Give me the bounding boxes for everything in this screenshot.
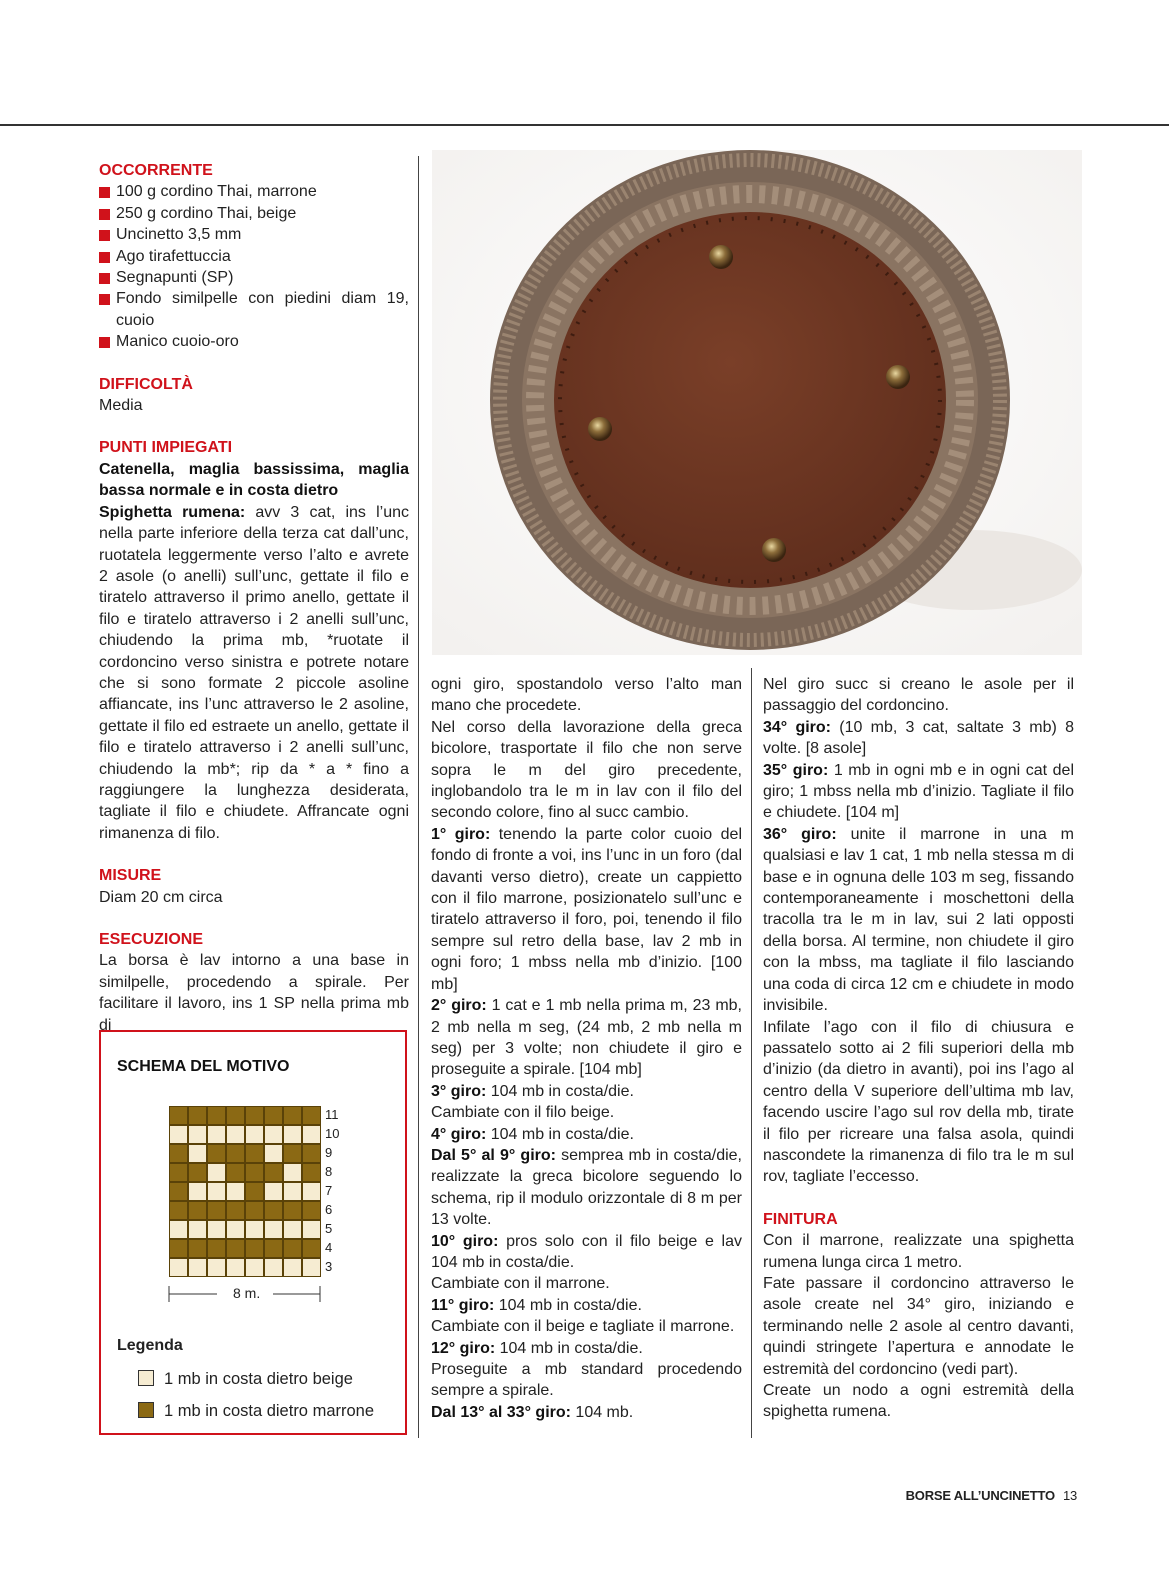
grid-cell	[169, 1106, 188, 1125]
grid-cell	[264, 1258, 283, 1277]
grid-cell	[245, 1144, 264, 1163]
finitura-paragraph: Fate passare il cordoncino attraverso le asole create nel 34° giro, iniziando e terminando nelle 2 asole al centro davanti, quindi stringete l’apertura e annodate le estremità del cordoncino (vedi part).	[763, 1274, 1074, 1378]
legend-title: Legenda	[117, 1337, 183, 1354]
grid-cell	[245, 1106, 264, 1125]
col3-paragraph: 35° giro: 1 mb in ogni mb e in ogni cat del giro; 1 mbss nella mb d’inizio. Tagliate il filo e chiudete. [104 m]	[763, 761, 1074, 822]
misure-value: Diam 20 cm circa	[99, 888, 223, 906]
col2-paragraph: Nel corso della lavorazione della greca bicolore, trasportate il filo che non serve sopra le m del giro precedente, inglobandolo tra le m in lav con il filo del secondo colore, fino al succ cambio.	[431, 718, 742, 822]
grid-cell	[207, 1106, 226, 1125]
schema-box	[99, 1030, 407, 1435]
legend-item: 1 mb in costa dietro marrone	[138, 1402, 374, 1421]
grid-cell	[207, 1220, 226, 1239]
grid-cell	[169, 1258, 188, 1277]
material-item: Uncinetto 3,5 mm	[99, 224, 409, 245]
grid-cell	[302, 1163, 321, 1182]
col3-paragraph: 34° giro: (10 mb, 3 cat, saltate 3 mb) 8 volte. [8 asole]	[763, 718, 1074, 758]
grid-cell	[226, 1258, 245, 1277]
grid-cell	[169, 1163, 188, 1182]
grid-cell	[264, 1106, 283, 1125]
grid-cell	[226, 1201, 245, 1220]
grid-cell	[207, 1144, 226, 1163]
grid-cell	[264, 1163, 283, 1182]
grid-cell	[226, 1125, 245, 1144]
col2-paragraph: 2° giro: 1 cat e 1 mb nella prima m, 23 mb, 2 mb nella m seg, (24 mb, 2 mb nella m seg) per 3 volte; non chiudete il giro e proseguite a spirale. [104 mb]	[431, 997, 742, 1079]
grid-cell	[302, 1106, 321, 1125]
grid-cell	[188, 1201, 207, 1220]
grid-cell	[302, 1258, 321, 1277]
grid-cell	[226, 1163, 245, 1182]
grid-cell	[207, 1125, 226, 1144]
grid-cell	[302, 1144, 321, 1163]
col2-paragraph: 4° giro: 104 mb in costa/die.	[431, 1125, 634, 1143]
grid-cell	[226, 1182, 245, 1201]
grid-cell	[226, 1220, 245, 1239]
page-number: 13	[1062, 1488, 1077, 1503]
top-rule	[0, 124, 1169, 126]
punti-heading: PUNTI IMPIEGATI	[99, 439, 233, 457]
grid-cell	[169, 1201, 188, 1220]
grid-cell	[302, 1125, 321, 1144]
grid-cell	[169, 1182, 188, 1201]
row-number: 3	[325, 1259, 333, 1274]
grid-cell	[188, 1239, 207, 1258]
col3-paragraph: Nel giro succ si creano le asole per il passaggio del cordoncino.	[763, 676, 1074, 715]
grid-cell	[302, 1220, 321, 1239]
punti-bold-line: Catenella, maglia bassissima, maglia bassa normale e in costa dietro	[99, 460, 409, 500]
col2-paragraph: 1° giro: tenendo la parte color cuoio del fondo di fronte a voi, ins l’unc in un foro (dal davanti verso dietro), create un cappietto con il filo marrone, posizionatelo sull’unc e tiratelo attraverso il foro, poi, tenendo il filo sempre sul retro della base, lav 2 mb in ogni foro; 1 mbss nella mb d’inizio. [100 mb]	[431, 825, 742, 993]
col3-paragraph: 36° giro: unite il marrone in una m qualsiasi e lav 1 cat, 1 mb nella stessa m di base e in ognuna delle 103 m seg, fissando contemporaneamente i moschettoni della tracolla tra le m in lav, sui 2 lati opposti della borsa. Al termine, non chiudete il giro con la mbss, ma tagliate il filo lasciando una coda di circa 12 cm e chiudete in modo invisibile.	[763, 825, 1074, 1015]
row-number: 4	[325, 1240, 333, 1255]
column-3	[763, 674, 1074, 1423]
grid-cell	[264, 1220, 283, 1239]
grid-cell	[207, 1201, 226, 1220]
grid-cell	[302, 1201, 321, 1220]
grid-cell	[245, 1239, 264, 1258]
grid-cell	[226, 1144, 245, 1163]
grid-cell	[283, 1239, 302, 1258]
material-item: Fondo similpelle con piedini diam 19, cuoio	[99, 288, 409, 331]
grid-cell	[245, 1125, 264, 1144]
footer-title: BORSE ALL’UNCINETTO	[905, 1488, 1055, 1503]
col2-paragraph: ogni giro, spostandolo verso l’alto man mano che procedete.	[431, 676, 742, 715]
grid-cell	[283, 1125, 302, 1144]
grid-cell	[226, 1106, 245, 1125]
grid-cell	[283, 1258, 302, 1277]
grid-cell	[169, 1239, 188, 1258]
row-number: 5	[325, 1221, 333, 1236]
material-item: Manico cuoio-oro	[99, 331, 409, 352]
col2-paragraph: Proseguite a mb standard procedendo sempre a spirale.	[431, 1361, 742, 1400]
difficolta-value: Media	[99, 397, 143, 415]
legend-swatch	[138, 1370, 154, 1386]
esecuzione-intro: La borsa è lav intorno a una base in similpelle, procedendo a spirale. Per facilitare il lavoro, ins 1 SP nella prima mb di	[99, 952, 409, 1034]
grid-cell	[264, 1125, 283, 1144]
col3-paragraph: Infilate l’ago con il filo di chiusura e passatelo sotto ai 2 fili superiori della mb d’inizio (da dietro in avanti), poi ins l’ago al centro della V superiore dell’ultima mb lav, facendo uscire l’ago sul rov della mb, tirate il filo per ricreare una falsa asola, quindi nascondete la rimanenza di filo tra le m sul rov, tagliate l’eccesso.	[763, 1018, 1074, 1186]
grid-cell	[188, 1220, 207, 1239]
grid-cell	[283, 1144, 302, 1163]
grid-cell	[283, 1201, 302, 1220]
col2-paragraph: 10° giro: pros solo con il filo beige e lav 104 mb in costa/die.	[431, 1232, 742, 1271]
grid-cell	[188, 1144, 207, 1163]
grid-cell	[169, 1125, 188, 1144]
material-item: 100 g cordino Thai, marrone	[99, 181, 409, 202]
grid-cell	[283, 1182, 302, 1201]
col2-paragraph: Cambiate con il beige e tagliate il marrone.	[431, 1318, 735, 1336]
legend-swatch	[138, 1402, 154, 1418]
grid-cell	[169, 1220, 188, 1239]
grid-cell	[264, 1201, 283, 1220]
grid-cell	[302, 1239, 321, 1258]
esecuzione-heading: ESECUZIONE	[99, 931, 204, 948]
col2-paragraph: Cambiate con il marrone.	[431, 1275, 610, 1293]
grid-cell	[188, 1125, 207, 1144]
col2-paragraph: Cambiate con il filo beige.	[431, 1104, 615, 1122]
grid-cell	[245, 1220, 264, 1239]
material-item: 250 g cordino Thai, beige	[99, 203, 409, 224]
misure-heading: MISURE	[99, 867, 162, 885]
occorrente-heading: OCCORRENTE	[99, 162, 213, 179]
row-number: 10	[325, 1126, 340, 1141]
bag-bottom-photo	[432, 150, 1082, 655]
spighetta-paragraph: Spighetta rumena: avv 3 cat, ins l’unc nella parte inferiore della terza cat dall’unc, ruotatela leggermente verso l’alto e avrete 2 asole (o anelli) sull’unc, gettate il filo e tiratelo attraverso il primo anello, gettate il filo e tiratelo attraverso i 2 anelli sull’unc, chiudendo la prima mb, *ruotate il cordoncino verso sinistra e potrete notare che si sono formate 2 piccole asoline affiancate, ins l’unc attraverso le 2 asoline, gettate il filo ed estraete un anello, gettate il filo e tiratelo attraverso i 2 anelli sull’unc, chiudendo la mb*; rip da * a * fino a raggiungere la lunghezza desiderata, tagliate il filo e chiudete. Affrancate ogni rimanenza di filo.	[99, 503, 409, 842]
row-number: 9	[325, 1145, 333, 1160]
column-2	[431, 674, 742, 1423]
col2-paragraph: Dal 13° al 33° giro: 104 mb.	[431, 1403, 634, 1421]
row-number: 8	[325, 1164, 333, 1179]
grid-cell	[188, 1106, 207, 1125]
grid-cell	[207, 1258, 226, 1277]
grid-cell	[207, 1239, 226, 1258]
material-item: Ago tirafettuccia	[99, 246, 409, 267]
width-label: 8 m.	[233, 1285, 261, 1301]
row-number: 11	[325, 1107, 339, 1122]
grid-cell	[283, 1106, 302, 1125]
grid-cell	[245, 1182, 264, 1201]
col2-paragraph: 12° giro: 104 mb in costa/die.	[431, 1339, 643, 1357]
grid-cell	[283, 1163, 302, 1182]
grid-cell	[245, 1258, 264, 1277]
page-footer	[906, 1488, 1077, 1503]
grid-cell	[283, 1220, 302, 1239]
material-item: Segnapunti (SP)	[99, 267, 409, 288]
col2-paragraph: 11° giro: 104 mb in costa/die.	[431, 1296, 642, 1314]
legend-item: 1 mb in costa dietro beige	[138, 1370, 353, 1389]
grid-cell	[188, 1163, 207, 1182]
row-number: 7	[325, 1183, 333, 1198]
grid-cell	[226, 1239, 245, 1258]
grid-cell	[245, 1201, 264, 1220]
grid-cell	[264, 1144, 283, 1163]
grid-cell	[207, 1163, 226, 1182]
grid-cell	[169, 1144, 188, 1163]
grid-cell	[264, 1182, 283, 1201]
finitura-paragraph: Con il marrone, realizzate una spighetta rumena lunga circa 1 metro.	[763, 1232, 1074, 1271]
column-divider-2	[751, 668, 752, 1438]
difficolta-heading: DIFFICOLTÀ	[99, 375, 193, 393]
schema-title: SCHEMA DEL MOTIVO	[117, 1058, 290, 1075]
materials-list	[99, 181, 409, 352]
grid-cell	[207, 1182, 226, 1201]
grid-cell	[264, 1239, 283, 1258]
finitura-heading: FINITURA	[763, 1210, 838, 1228]
column-divider-1	[418, 156, 419, 1438]
row-number: 6	[325, 1202, 333, 1217]
col2-paragraph: Dal 5° al 9° giro: semprea mb in costa/die, realizzate la greca bicolore seguendo lo schema, rip il modulo orizzontale di 8 m per 13 volte.	[431, 1146, 742, 1229]
grid-cell	[302, 1182, 321, 1201]
finitura-paragraph: Create un nodo a ogni estremità della spighetta rumena.	[763, 1382, 1074, 1421]
column-1	[99, 160, 409, 1036]
grid-cell	[188, 1258, 207, 1277]
grid-cell	[188, 1182, 207, 1201]
grid-cell	[245, 1163, 264, 1182]
col2-paragraph: 3° giro: 104 mb in costa/die.	[431, 1082, 634, 1100]
